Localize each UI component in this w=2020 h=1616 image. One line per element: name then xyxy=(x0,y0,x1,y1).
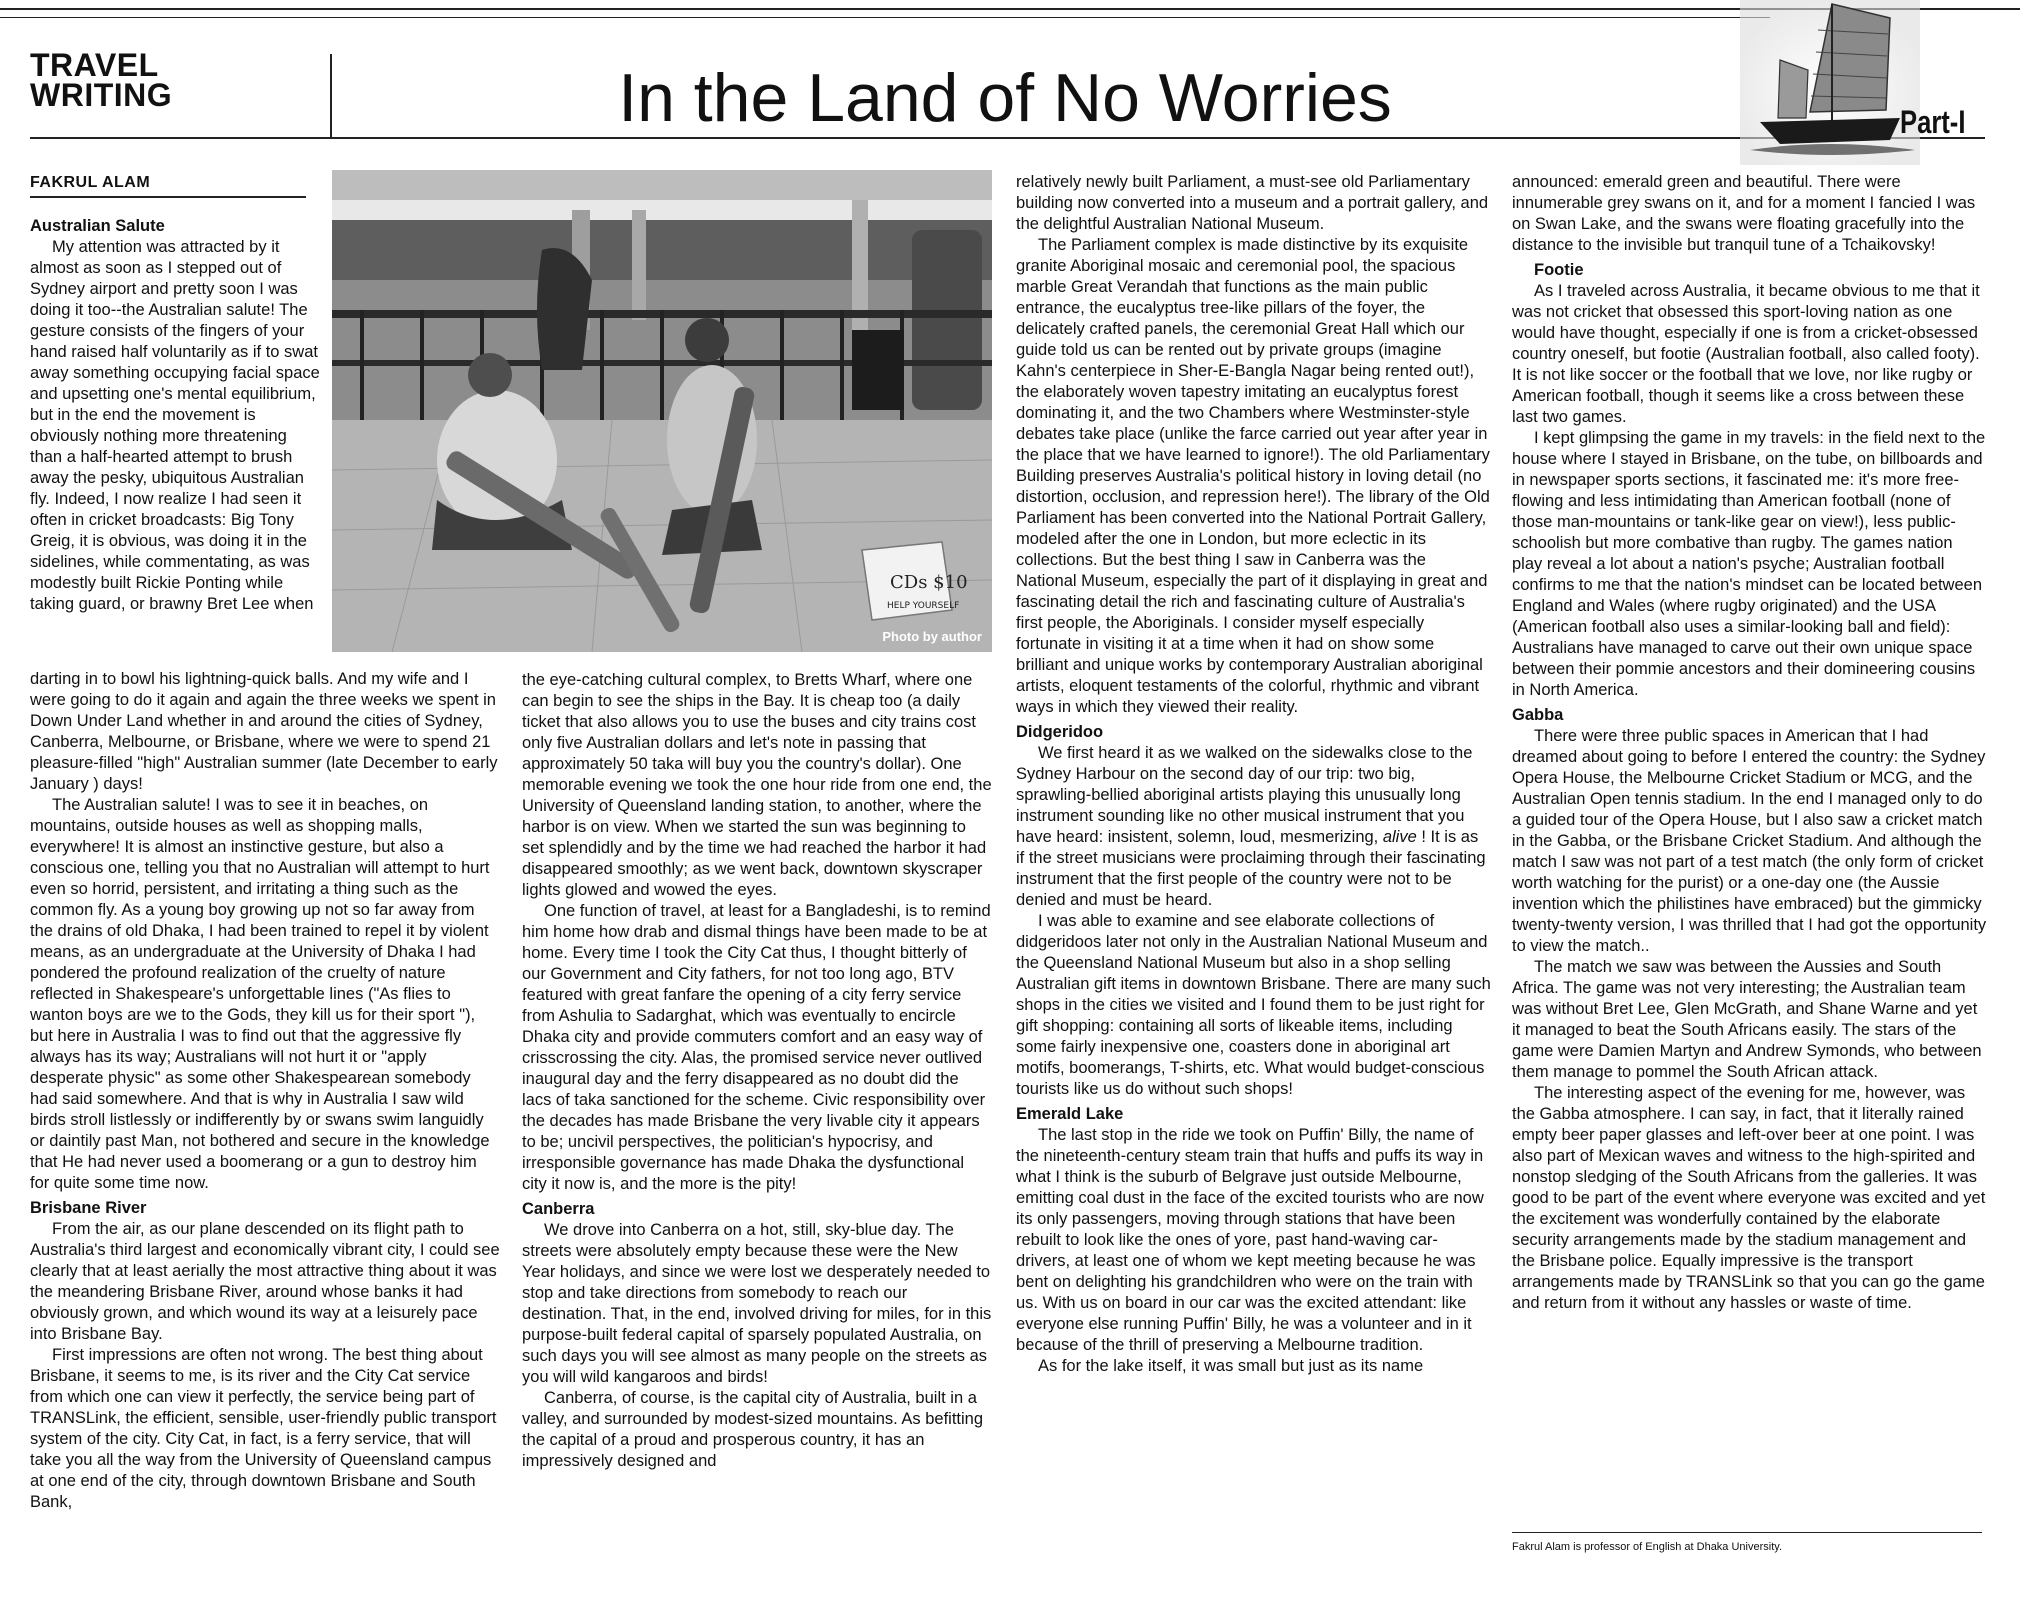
street-musicians-photo xyxy=(332,170,992,652)
text-run: We first heard it as we walked on the sidewalks close to the Sydney Harbour on the second day of our trip: two big, sprawling-bellied aboriginal artists playing this unusually long instrument sounding like no other musical instrument that you have heard: insistent, solemn, loud, mesmerizing, xyxy=(1016,744,1473,846)
heading-canberra: Canberra xyxy=(522,1200,595,1218)
column-1-bottom xyxy=(30,669,500,1513)
box-note-text: HELP YOURSELF xyxy=(887,601,960,611)
paragraph: As for the lake itself, it was small but just as its name xyxy=(1038,1357,1424,1375)
sailing-junk-icon xyxy=(1740,0,1920,165)
paragraph: darting in to bowl his lightning-quick balls. And my wife and I were going to do it again and again the three weeks we spent in Down Under Land whether in and around the cities of Sydney, Canberra, Melbourne, or Brisbane, where we were to spend 21 pleasure-filled "high" Australian summer (late December to early January ) days! xyxy=(30,670,498,793)
paragraph: The match we saw was between the Aussies and South Africa. The game was not very interesting; the Australian team was without Bret Lee, Glen McGrath, and Shane Warne and yet it managed to beat the South Africans easily. The stars of the game were Damien Martyn and Andrew Symonds, who between them manage to pommel the South African attack. xyxy=(1512,958,1982,1081)
paragraph: First impressions are often not wrong. The best thing about Brisbane, it seems to me, is its river and the City Cat service from which one can view it perfectly, the service being part of TRANSLink, the efficient, sensible, user-friendly public transport system of the city. City Cat, in fact, is a ferry service, that will take you all the way from the University of Queensland campus at one end of the city, through downtown Brisbane and South Bank, xyxy=(30,1346,497,1511)
heading-emerald-lake: Emerald Lake xyxy=(1016,1105,1124,1123)
paragraph: relatively newly built Parliament, a must-see old Parliamentary building now converted into a museum and a portrait gallery, and the delightful Australian National Museum. xyxy=(1016,173,1489,233)
box-price-text: CDs $10 xyxy=(890,572,968,593)
column-4 xyxy=(1512,172,1987,1314)
top-rule-thin xyxy=(0,17,1770,18)
section-tag-line2: WRITING xyxy=(30,77,173,113)
paragraph: My attention was attracted by it almost as soon as I stepped out of Sydney airport and pretty soon I was doing it too--the Australian salute! The gesture consists of the fingers of your hand raised half voluntarily as if to swat away something occupying facial space and upsetting one's mental equilibrium, but in the end the movement is obviously nothing more threatening than a half-hearted attempt to brush away the pesky, ubiquitous Australian fly. Indeed, I now realize I had seen it often in cricket broadcasts: Big Tony Greig, it is obvious, was doing it in the sidelines, while commentating, as was modestly built Rickie Ponting while taking guard, or brawny Bret Lee when xyxy=(30,238,320,613)
top-rule xyxy=(0,8,2020,10)
header-underline xyxy=(30,137,1985,139)
paragraph: The Parliament complex is made distinctive by its exquisite granite Aboriginal mosaic and ceremonial pool, the spacious marble Great Verandah that functions as the main public entrance, the eucalyptus tree-like pillars of the foyer, the delicately crafted panels, the ceremonial Great Hall which our guide told us can be rented out by private groups (imagine Kahn's centerpiece in Sher-E-Bangla Nagar being rented out!), the elaborately woven tapestry imitating an eucalyptus forest dominating it, and the two Chambers where Westminster-style debates take place (unlike the farce carried out year after year in the place that we have learned to ignore!). The old Parliamentary Building preserves Australia's political history in loving detail (no distortion, occlusion, and repression here!). The library of the Old Parliament has been converted into the National Portrait Gallery, modeled after the one in London, but more eclectic in its collections. But the best thing I saw in Canberra was the National Museum, especially the part of it displaying in great and fascinating detail the rich and fascinating culture of Australia's first people, the Aboriginals. I consider myself especially fortunate in visiting it at a time when it had on show some brilliant and unique works by contemporary Australian aboriginal artists, eloquent testaments of the colorful, rhythmic and vibrant ways in which they viewed their reality. xyxy=(1016,236,1490,716)
paragraph: The Australian salute! I was to see it in beaches, on mountains, outside houses as well as shopping malls, everywhere! It is almost an instinctive gesture, but also a conscious one, telling you that no Australian will attempt to hurt even so horrid, persistent, and irritating a thing such as the common fly. As a young boy growing up not so far away from the drains of old Dhaka, I had been trained to repel it by violent means, as an undergraduate at the University of Dhaka I had pondered the profound realization of the cruelty of nature reflected in Shakespeare's unforgettable lines ("As flies to wanton boys are we to the Gods, they kill us for their sport "), but here in Australia I was to find out that the aggressive fly always has its way; Australians will not hurt it or "apply desperate physic" as some other Shakespearean somebody had said somewhere. And that is why in Australia I saw wild birds stroll listlessly or indifferently by or swans swim languidly or daintily past Man, not bothered and secure in the knowledge that He had never used a boomerang or a gun to destroy him for quite some time now. xyxy=(30,796,490,1192)
column-2 xyxy=(522,670,992,1472)
byline: FAKRUL ALAM xyxy=(30,174,306,198)
photo-credit: Photo by author xyxy=(882,629,982,644)
heading-australian-salute: Australian Salute xyxy=(30,217,165,235)
paragraph: the eye-catching cultural complex, to Bretts Wharf, where one can begin to see the ships in the Bay. It is cheap too (a daily ticket that also allows you to use the buses and city trains cost only five Australian dollars and let's note in passing that approximately 50 taka will buy you the country's dollar). One memorable evening we took the one hour ride from one end, the University of Queensland landing station, to another, where the harbor is on view. When we started the sun was beginning to set splendidly and by the time we had reached the harbor it had disappeared smoothly; as we went back, downtown skyscraper lights glowed and wowed the eyes. xyxy=(522,671,992,899)
heading-brisbane-river: Brisbane River xyxy=(30,1199,147,1217)
paragraph: There were three public spaces in American that I had dreamed about going to before I entered the country: the Sydney Opera House, the Melbourne Cricket Stadium or MCG, and the Australian Open tennis stadium. In the end I managed only to do a guided tour of the Opera House, but I also saw a cricket match in the Gabba, or the Brisbane Cricket Stadium. And although the match I saw was not part of a test match (the only form of cricket worth watching for the purist) or a one-day one (the Aussie invention which the philistines have embraced) but the gimmicky twenty-twenty version, I was thrilled that I had got the opportunity to view the match.. xyxy=(1512,727,1987,955)
paragraph: One function of travel, at least for a Bangladeshi, is to remind him home how drab and dismal things have been made to be at home. Every time I took the City Cat thus, I thought bitterly of our Government and City fathers, for not too long ago, BTV featured with great fanfare the opening of a city ferry service from Ashulia to Sadarghat, which was eventually to encircle Dhaka city and provide commuters comfort and an easy way of crisscrossing the city. Alas, the promised service never outlived inaugural day and the ferry disappeared as no doubt did the lacs of taka sanctioned for the scheme. Civic responsibility over the decades has made Brisbane the very livable city it appears to be; uncivil perspectives, the politician's hypocrisy, and irresponsible governance has made Dhaka the dysfunctional city it now is, and the more is the pity! xyxy=(522,902,991,1193)
paragraph: Canberra, of course, is the capital city of Australia, built in a valley, and surrounded by modest-sized mountains. As befitting the capital of a proud and prosperous country, it has an impressively designed and xyxy=(522,1389,984,1470)
paragraph xyxy=(1016,743,1491,911)
paragraph: announced: emerald green and beautiful. There were innumerable grey swans on it, and for a moment I fancied I was on Swan Lake, and the swans were floating gracefully into the distance to the invisible but tranquil tune of a Tchaikovsky! xyxy=(1512,173,1976,254)
article-title: In the Land of No Worries xyxy=(618,60,1392,136)
section-tag xyxy=(30,47,320,113)
emphasis-alive: alive xyxy=(1382,828,1417,846)
heading-didgeridoo: Didgeridoo xyxy=(1016,723,1104,741)
section-tag-line1: TRAVEL xyxy=(30,47,159,83)
part-label: Part-I xyxy=(1900,104,1966,140)
paragraph: The interesting aspect of the evening for me, however, was the Gabba atmosphere. I can say, in fact, that it literally rained empty beer paper glasses and left-over beer at one point. I was also part of Mexican waves and witness to the high-spirited and nonstop sledging of the South Africans from the galleries. It was good to be part of the event where everyone was excited and yet the excitement was wonderfully contained by the elaborate security arrangements made by the stadium management and the Brisbane police. Equally impressive is the transport arrangements made by TRANSLink so that you can go the game and return from it without any hassles or waste of time. xyxy=(1512,1084,1986,1312)
column-1-top xyxy=(30,212,320,615)
text-run: ! It is as if the street musicians were proclaiming through their fascinating instrument that the first people of the country were not to be denied and must be heard. xyxy=(1016,828,1486,909)
author-footnote: Fakrul Alam is professor of English at Dhaka University. xyxy=(1512,1532,1982,1553)
paragraph: From the air, as our plane descended on its flight path to Australia's third largest and economically vibrant city, I could see clearly that at least aerially the most attractive thing about it was the meandering Brisbane River, around whose banks it had obviously grown, and which wound its way at a leisurely pace into Brisbane Bay. xyxy=(30,1220,500,1343)
heading-footie: Footie xyxy=(1534,261,1584,279)
column-3 xyxy=(1016,172,1491,1377)
paragraph: I was able to examine and see elaborate collections of didgeridoos later not only in the Australian National Museum and the Queensland National Museum but also in a shop selling Australian gift items in downtown Brisbane. There are many such shops in the cities we visited and I found them to be just right for gift shopping: containing all sorts of likeable items, including some fairly inexpensive one, coasters done in aboriginal art motifs, boomerangs, T-shirts, etc. What would budget-conscious tourists like us do without such shops! xyxy=(1016,912,1491,1098)
paragraph: I kept glimpsing the game in my travels: in the field next to the house where I stayed in Brisbane, on the tube, on billboards and in newspaper sports sections, it fascinated me: it's more free-flowing and less intimidating than American football (none of those man-mountains or tank-like gear on view!), less public-schoolish but more combative than rugby. The games nation play reveal a lot about a nation's psyche; Australian football confirms to me that the nation's mindset can be located between England and Wales (where rugby originated) and the USA (American football also uses a similar-looking ball and field): Australians have managed to carve out their own unique space between their pommie ancestors and their domineering cousins in North America. xyxy=(1512,429,1986,699)
paragraph: We drove into Canberra on a hot, still, sky-blue day. The streets were absolutely empty because these were the New Year holidays, and since we were lost we desperately needed to stop and take directions from somebody to reach our destination. That, in the end, involved driving for miles, for in this purpose-built federal capital of sparsely populated Australia, on such days you will see almost as many people on the streets as you will wild kangaroos and birds! xyxy=(522,1221,992,1386)
heading-gabba: Gabba xyxy=(1512,706,1564,724)
paragraph: The last stop in the ride we took on Puffin' Billy, the name of the nineteenth-century steam train that huffs and puffs its way in what I think is the suburb of Belgrave just outside Melbourne, emitting coal dust in the face of the excited tourists who are now its only passengers, moving through stations that have been rebuilt to look like the ones of yore, past hand-waving car-drivers, at least one of whom we kept meeting because he was bent on delighting his grandchildren who were on the train with us. With us on board in our car was the excited attendant: like everyone else running Puffin' Billy, he was a volunteer and in it because of the thrill of preserving a Melbourne tradition. xyxy=(1016,1126,1484,1354)
paragraph: As I traveled across Australia, it became obvious to me that it was not cricket that obsessed this sport-loving nation as one would have thought, especially if one is from a cricket-obsessed country oneself, but footie (Australian football, also called footy). It is not like soccer or the football that we love, nor like rugby or American football, though it seems like a cross between these last two games. xyxy=(1512,282,1980,426)
